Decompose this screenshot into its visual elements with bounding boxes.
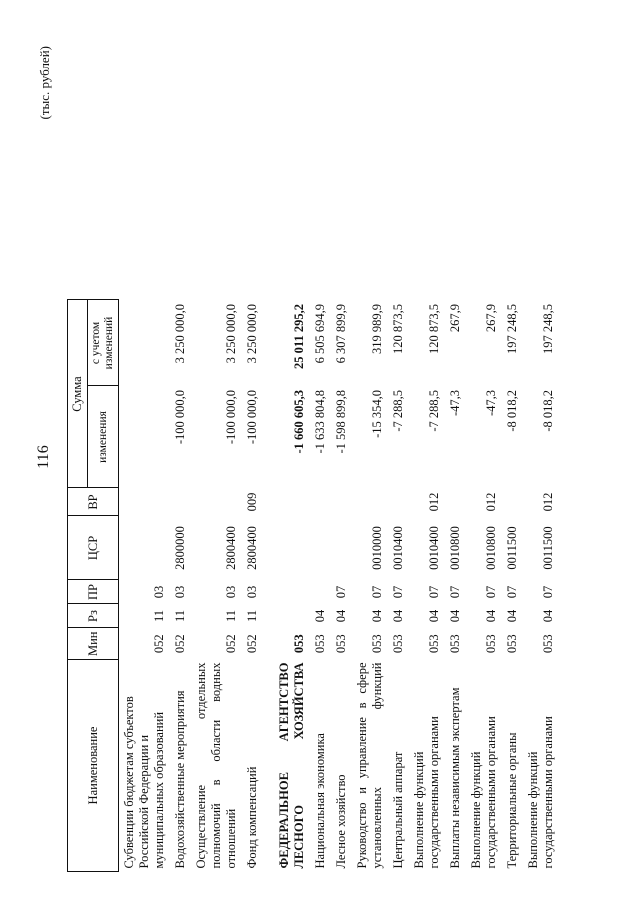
row-rz: 04	[541, 609, 555, 623]
row-total: 120 873,5	[391, 304, 405, 354]
row-change: -100 000,0	[224, 390, 238, 445]
row-change: -100 000,0	[245, 390, 259, 445]
row-change: -7 288,5	[427, 390, 441, 432]
row-csr: 0010000	[370, 526, 384, 570]
page-number: 116	[35, 445, 52, 469]
row-min: 052	[224, 634, 238, 654]
row-min: 053	[334, 634, 348, 654]
table-row	[523, 300, 559, 872]
table-row	[119, 300, 171, 872]
header-name: Наименование	[68, 660, 119, 872]
row-vr: 012	[541, 492, 555, 512]
row-change: -47,3	[448, 390, 462, 417]
row-name: ФЕДЕРАЛЬНОЕ АГЕНТСТВО ЛЕСНОГО ХОЗЯЙСТВА	[277, 662, 306, 869]
row-name: Руководство и управление в сфере установленных функций	[355, 662, 384, 869]
row-min: 053	[505, 634, 519, 654]
row-pr: 07	[391, 585, 405, 599]
table-row	[191, 300, 242, 872]
row-pr: 03	[173, 585, 187, 599]
row-pr: 03	[224, 585, 238, 599]
units-label: (тыс. рублей)	[37, 46, 52, 120]
row-min: 052	[152, 634, 166, 654]
row-vr	[331, 488, 352, 516]
row-pr: 07	[505, 585, 519, 599]
row-pr: 07	[334, 585, 348, 599]
row-pr: 07	[427, 585, 441, 599]
header-rz: Рз	[68, 604, 119, 628]
row-name: Выполнение функций государственными органами	[469, 716, 498, 869]
row-vr	[388, 488, 409, 516]
row-csr: 0010400	[427, 526, 441, 570]
row-name: Субвенции бюджетам субъектов Российской Федерации и муниципальных образований	[122, 696, 166, 869]
row-csr: 2800000	[173, 526, 187, 570]
row-rz: 11	[173, 609, 187, 623]
row-csr: 0011500	[505, 526, 519, 570]
table-row	[388, 300, 409, 872]
row-vr	[119, 488, 171, 516]
row-min: 053	[484, 634, 498, 654]
table-row	[502, 300, 523, 872]
row-total: 197 248,5	[541, 304, 555, 354]
row-pr: 07	[448, 585, 462, 599]
table-row	[352, 300, 388, 872]
row-vr: 012	[427, 492, 441, 512]
row-min: 052	[245, 634, 259, 654]
row-csr	[263, 516, 310, 580]
row-total: 120 873,5	[427, 304, 441, 354]
table-row	[331, 300, 352, 872]
row-vr	[170, 488, 191, 516]
row-total: 267,9	[484, 304, 498, 333]
row-rz: 04	[484, 609, 498, 623]
table-row	[242, 300, 263, 872]
row-name: Фонд компенсаций	[245, 766, 259, 869]
row-rz	[263, 604, 310, 628]
row-pr: 03	[245, 585, 259, 599]
header-sum: Сумма	[68, 300, 88, 488]
row-csr: 0010800	[484, 526, 498, 570]
table-row	[409, 300, 445, 872]
row-rz: 04	[391, 609, 405, 623]
row-total: 3 250 000,0	[245, 304, 259, 364]
row-pr: 07	[484, 585, 498, 599]
row-rz: 11	[152, 609, 166, 623]
row-total: 197 248,5	[505, 304, 519, 354]
row-total	[119, 300, 171, 386]
row-total: 3 250 000,0	[224, 304, 238, 364]
row-total: 267,9	[448, 304, 462, 333]
row-rz: 04	[505, 609, 519, 623]
row-pr: 07	[541, 585, 555, 599]
row-csr	[119, 516, 171, 580]
row-name: Лесное хозяйство	[334, 774, 348, 869]
row-change: -1 660 605,3	[292, 390, 306, 454]
row-name: Территориальные органы	[505, 732, 519, 869]
header-pr: ПР	[68, 580, 119, 604]
table-row	[466, 300, 502, 872]
row-total: 6 307 899,9	[334, 304, 348, 364]
row-csr: 0011500	[541, 526, 555, 570]
row-min: 053	[292, 634, 306, 654]
header-vr: ВР	[68, 488, 119, 516]
row-rz: 04	[427, 609, 441, 623]
header-total: с учетом изменений	[88, 300, 119, 386]
budget-table	[67, 300, 559, 873]
row-total: 3 250 000,0	[173, 304, 187, 364]
row-min: 053	[448, 634, 462, 654]
row-rz: 04	[370, 609, 384, 623]
row-min: 053	[313, 634, 327, 654]
row-vr: 009	[245, 492, 259, 512]
table-header	[68, 300, 119, 872]
row-rz: 04	[334, 609, 348, 623]
row-name: Осуществление отдельных полномочий в области водных отношений	[194, 662, 238, 869]
row-vr	[310, 488, 331, 516]
row-min: 053	[427, 634, 441, 654]
row-min: 053	[541, 634, 555, 654]
row-pr	[310, 580, 331, 604]
row-name: Выполнение функций государственными органами	[526, 716, 555, 869]
table-row	[445, 300, 466, 872]
row-pr: 07	[370, 585, 384, 599]
row-change: -8 018,2	[541, 390, 555, 432]
row-change: -47,3	[484, 390, 498, 417]
row-csr	[331, 516, 352, 580]
row-min: 053	[370, 634, 384, 654]
row-change: -15 354,0	[370, 390, 384, 438]
row-vr	[445, 488, 466, 516]
header-min: Мин	[68, 628, 119, 660]
row-total: 319 989,9	[370, 304, 384, 354]
row-csr: 0010400	[391, 526, 405, 570]
row-csr: 2800400	[224, 526, 238, 570]
row-name: Водохозяйственные мероприятия	[173, 690, 187, 869]
row-pr	[263, 580, 310, 604]
row-name: Национальная экономика	[313, 733, 327, 869]
row-vr: 012	[484, 492, 498, 512]
row-change: -100 000,0	[173, 390, 187, 445]
row-csr: 2800400	[245, 526, 259, 570]
row-rz: 11	[245, 609, 259, 623]
row-change: -7 288,5	[391, 390, 405, 432]
row-rz: 04	[448, 609, 462, 623]
row-vr	[191, 488, 242, 516]
row-change: -1 633 804,8	[313, 390, 327, 454]
row-pr: 03	[152, 585, 166, 599]
table-row	[170, 300, 191, 872]
row-change: -1 598 899,8	[334, 390, 348, 454]
row-csr	[310, 516, 331, 580]
row-change: -8 018,2	[505, 390, 519, 432]
row-vr	[502, 488, 523, 516]
row-csr: 0010800	[448, 526, 462, 570]
row-min: 052	[173, 634, 187, 654]
row-min: 053	[391, 634, 405, 654]
row-name: Выплаты независимым экспертам	[448, 687, 462, 869]
row-change	[119, 386, 171, 488]
table-row-agency	[263, 300, 310, 872]
row-total: 25 011 295,2	[292, 304, 306, 369]
row-vr	[352, 488, 388, 516]
row-rz: 04	[313, 609, 327, 623]
header-change: изменения	[88, 386, 119, 488]
row-vr	[263, 488, 310, 516]
table-row	[310, 300, 331, 872]
row-name: Выполнение функций государственными органами	[412, 716, 441, 869]
header-csr: ЦСР	[68, 516, 119, 580]
row-name: Центральный аппарат	[391, 751, 405, 869]
row-total: 6 505 694,9	[313, 304, 327, 364]
row-rz: 11	[224, 609, 238, 623]
